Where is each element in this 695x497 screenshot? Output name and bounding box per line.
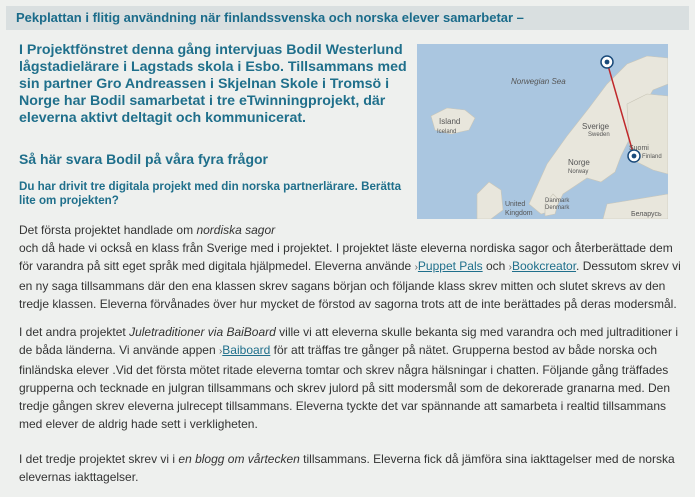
p1-and: och: [482, 259, 509, 273]
map-label-uk2: Kingdom: [505, 210, 533, 217]
map-marker-tromso: [601, 56, 613, 68]
link-arrow-icon: ›: [414, 262, 418, 273]
map-label-iceland2: Iceland: [437, 129, 457, 135]
map-label-finland2: Finland: [642, 154, 662, 160]
map-label-iceland: Island: [439, 117, 461, 126]
paragraph-3: [19, 450, 681, 486]
puppet-pals-link[interactable]: Puppet Pals: [417, 259, 483, 273]
link-arrow-icon: ›: [218, 346, 223, 357]
paragraph-2: [19, 323, 681, 433]
paragraph-1: [19, 239, 681, 313]
map-label-denmark2: Denmark: [545, 205, 570, 211]
p1-text-b: och då hade vi också en klass från Sverige med i projektet. I projektet läste eleverna nordiska sagor och återberättade dem för varandra på sitt eget språk med digitala hjälpmedel. Eleverna använde: [19, 241, 673, 273]
map-label-finland: Suomi: [629, 145, 649, 152]
section-heading: Så här svara Bodil på våra fyra frågor: [19, 151, 268, 167]
p3-text-b: tillsammans. Eleverna fick då jämföra sina iakttagelser med de norska elevernas iakttagelser.: [19, 452, 675, 484]
p1-rest: . Dessutom skrev vi en ny saga tillsammans där den ena klassen skrev sagans början och följande klass skrev mitten och slutet skrevs av den tredje klassen. Eleverna förvånades över hur mycket de förstod av sagorna trots att de inte berättades på deras modersmål.: [19, 259, 681, 311]
article-title-bar: [6, 6, 689, 30]
map-label-sweden: Sverige: [582, 122, 610, 131]
link-arrow-icon: ›: [508, 262, 512, 273]
map-label-norwegian-sea: Norwegian Sea: [511, 77, 566, 86]
p2-text-a: I det andra projektet: [19, 325, 130, 339]
lead-paragraph: I Projektfönstret denna gång intervjuas Bodil Westerlund lågstadielärare i Lagstads skola i Esbo. Tillsammans med sin partner Gro Andreassen i Skjelnan Skole i Tromsö i Norge har Bodil samarbetat i tre eTwinningprojekt, där eleverna aktivt deltagit och kommunicerat.: [19, 42, 407, 126]
map-label-norway: Norge: [568, 158, 590, 167]
bookcreator-link[interactable]: Bookcreator: [512, 259, 577, 273]
p1-text-a: Det första projektet handlade om: [19, 223, 197, 237]
p2-text-b: ville vi att eleverna skulle bekanta sig med varandra och med jultraditioner i de båda länderna. Vi använde appen: [19, 325, 679, 357]
baiboard-link[interactable]: Baiboard: [222, 343, 271, 357]
map-label-denmark: Danmark: [545, 198, 570, 204]
p3-emphasis: en blogg om vårtecken: [178, 452, 300, 466]
p2-text-c: för att träffas tre gånger på nätet. Grupperna bestod av både norska och finländska elever .Vid det första mötet ritade eleverna tomtar och skrev några hälsningar i chatten. Följande gång träffades grupperna och tecknade en julgran tillsammans och skrev julord på sitt modersmål som de dekorerade granarna med. Den tredje gången skrev eleverna julrecept tillsammans. Eleverna tyckte det var spännande att samarbeta i realtid tillsammans med elever de aldrig hade sett i verkligheten.: [19, 343, 671, 431]
question-heading: Du har drivit tre digitala projekt med din norska partnerlärare. Berätta lite om projekten?: [19, 180, 402, 207]
map-label-sweden2: Sweden: [588, 132, 610, 138]
paragraph-1-first-line: [19, 221, 415, 239]
p1-emphasis: nordiska sagor: [196, 223, 276, 237]
article-title: Pekplattan i flitig användning när finlandssvenska och norska elever samarbetar –: [16, 10, 524, 25]
map-image: [417, 44, 668, 219]
p2-emphasis: Juletraditioner via BaiBoard: [129, 325, 276, 339]
map-label-norway2: Norway: [568, 169, 589, 175]
map-label-belarus: Беларусь: [631, 211, 662, 218]
p3-text-a: I det tredje projektet skrev vi i: [19, 452, 179, 466]
map-label-uk: United: [505, 201, 526, 208]
